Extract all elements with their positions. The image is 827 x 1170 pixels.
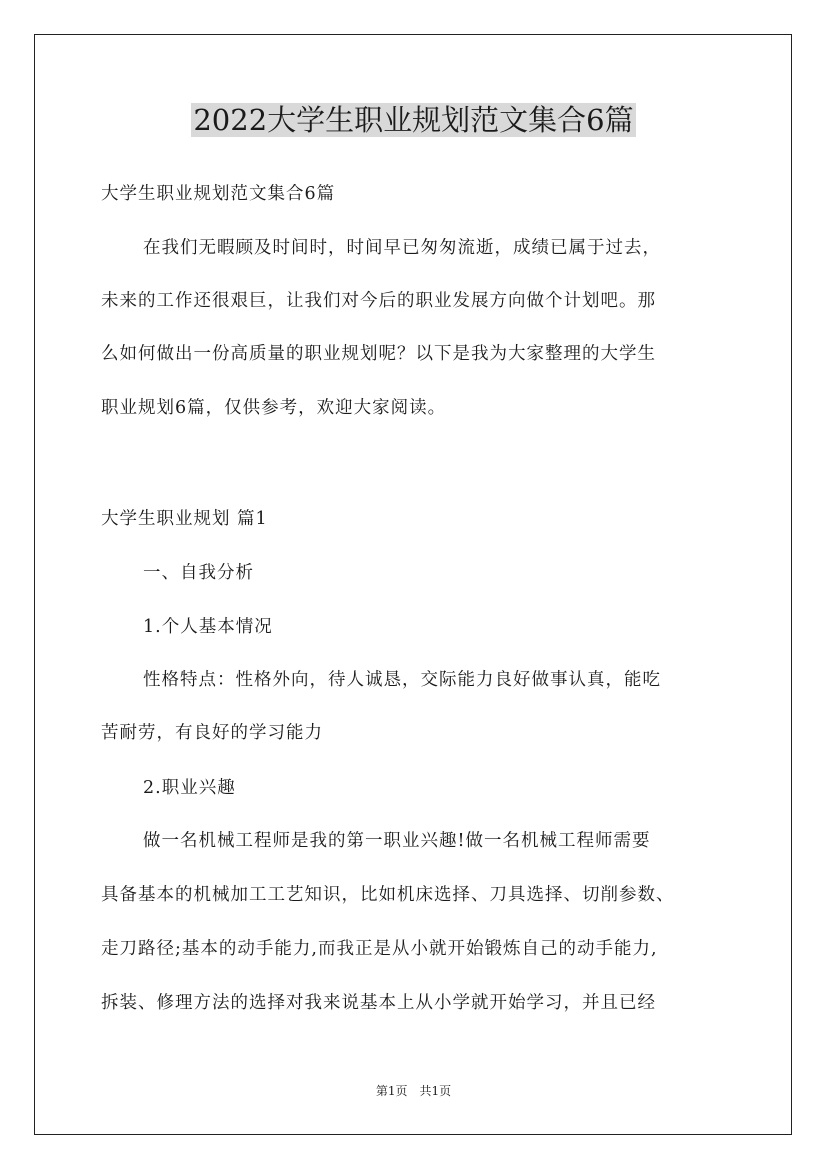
body-line: 性格特点：性格外向，待人诚恳，交际能力良好做事认真，能吃 [143, 670, 661, 690]
document-title-text: 2022大学生职业规划范文集合6篇 [193, 103, 634, 137]
body-line: 做一名机械工程师是我的第一职业兴趣!做一名机械工程师需要 [143, 831, 651, 851]
intro-line: 职业规划6篇，仅供参考，欢迎大家阅读。 [101, 398, 447, 418]
intro-line: 在我们无暇顾及时间时，时间早已匆匆流逝，成绩已属于过去， [143, 238, 661, 258]
body-line: 苦耐劳，有良好的学习能力 [101, 723, 323, 743]
document-title [0, 100, 827, 140]
section-heading: 大学生职业规划 篇1 [101, 509, 268, 529]
body-line: 具备基本的机械加工工艺知识，比如机床选择、刀具选择、切削参数、 [101, 885, 675, 905]
intro-line: 么如何做出一份高质量的职业规划呢？以下是我为大家整理的大学生 [101, 344, 656, 364]
body-line: 2.职业兴趣 [143, 778, 236, 798]
page-number: 第1页 共1页 [375, 1084, 452, 1098]
body-line: 一、自我分析 [143, 563, 254, 583]
body-line: 拆装、修理方法的选择对我来说基本上从小学就开始学习，并且已经 [101, 993, 656, 1013]
body-line: 1.个人基本情况 [143, 617, 273, 637]
intro-line: 未来的工作还很艰巨，让我们对今后的职业发展方向做个计划吧。那 [101, 291, 656, 311]
document-subtitle: 大学生职业规划范文集合6篇 [101, 184, 336, 204]
body-line: 走刀路径;基本的动手能力,而我正是从小就开始锻炼自己的动手能力, [101, 939, 658, 959]
